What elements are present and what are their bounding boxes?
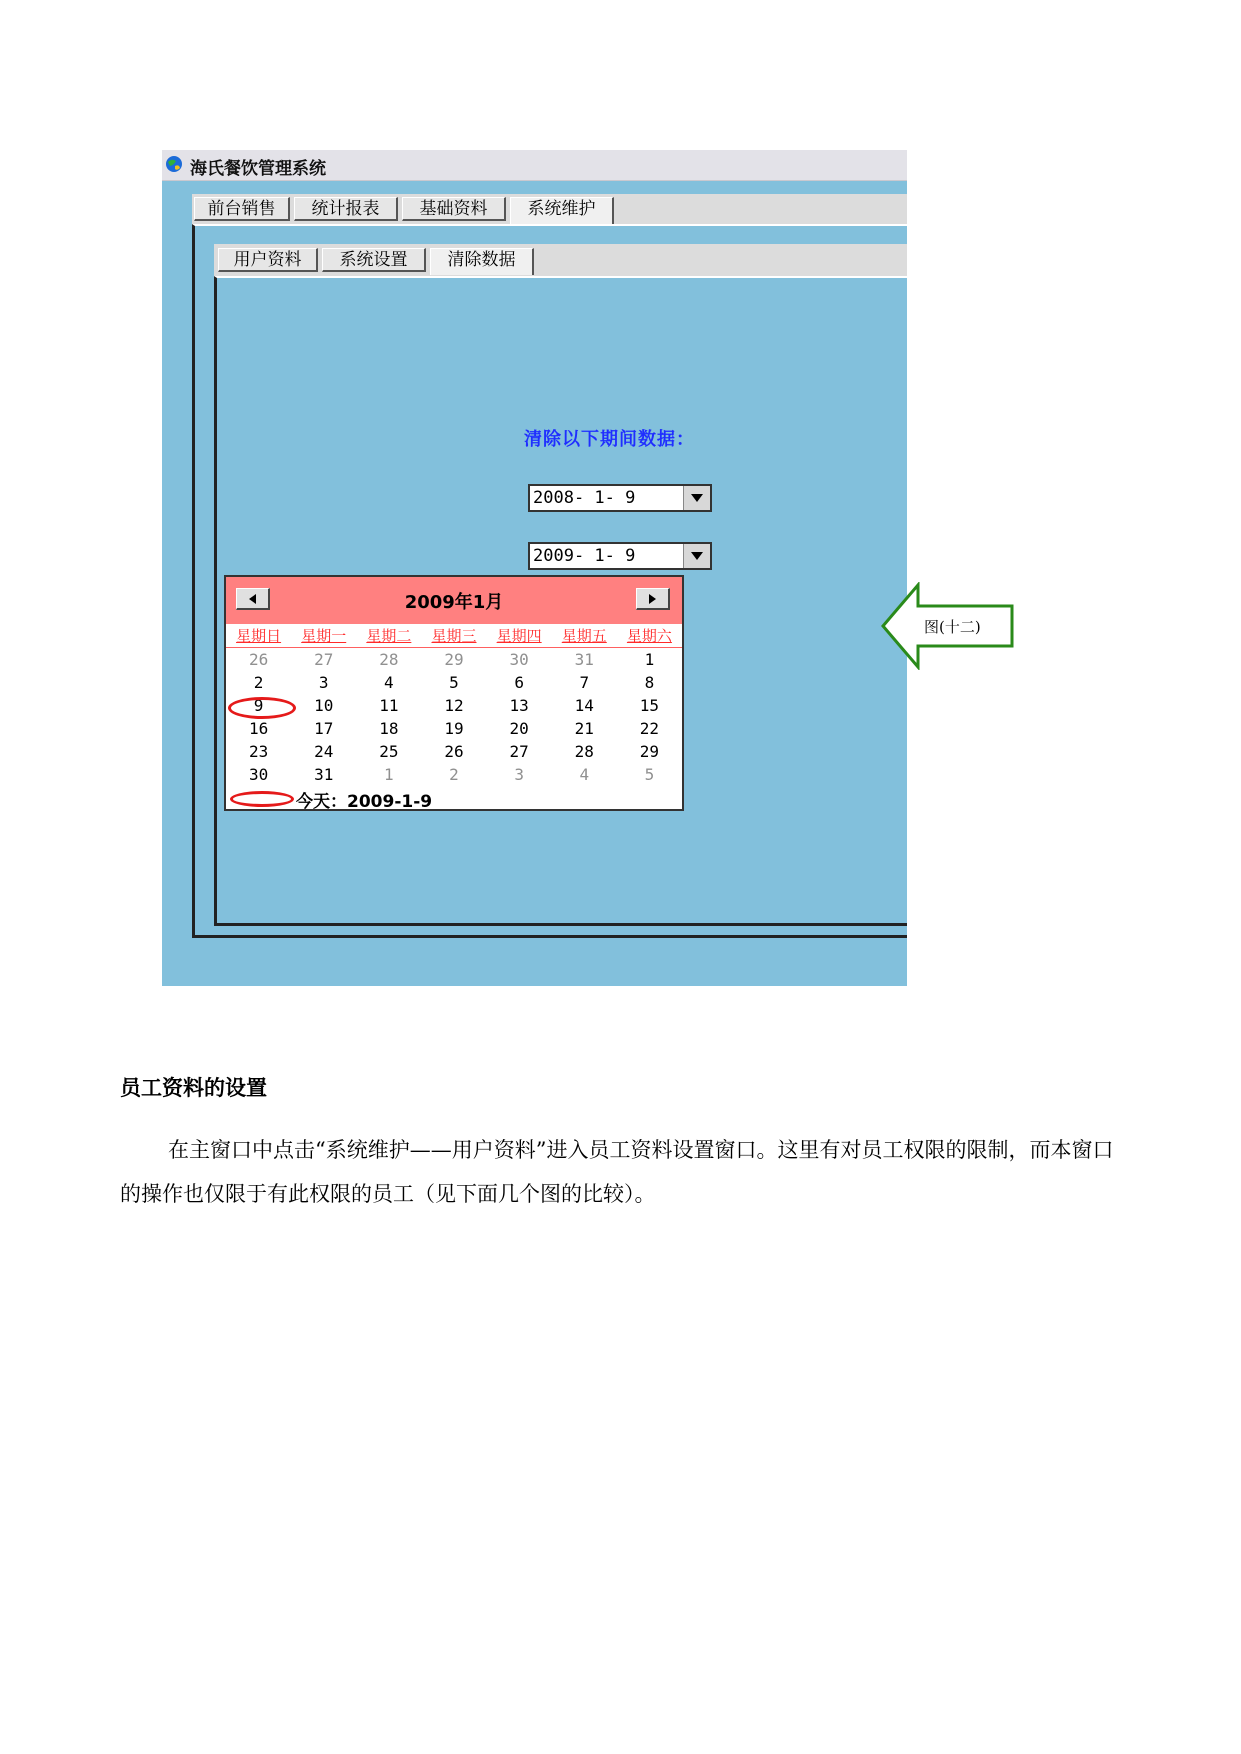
calendar-day[interactable]: 29 [639,742,660,761]
calendar-day[interactable]: 16 [248,719,269,738]
calendar-day[interactable]: 14 [574,696,594,715]
calendar-day[interactable]: 19 [444,719,464,738]
tab-reports[interactable]: 统计报表 [294,197,398,221]
tab-base-data[interactable]: 基础资料 [402,197,506,221]
section-heading: 员工资料的设置 [120,1075,267,1100]
calendar-day[interactable]: 17 [314,719,334,738]
app-screenshot [162,150,907,986]
body-paragraph: 在主窗口中点击“系统维护——用户资料”进入员工资料设置窗口。这里有对员工权限的限制，而本窗口的操作也仅限于有此权限的员工（见下面几个图的比较）。 [120,1138,1114,1206]
calendar-footer [226,787,682,812]
window-title: 海氏餐饮管理系统 [190,159,326,179]
calendar-week-row [226,648,682,671]
tab-system-settings[interactable]: 系统设置 [322,248,426,272]
calendar-day[interactable]: 22 [639,719,660,738]
chevron-down-icon [691,552,703,560]
calendar-day[interactable]: 3 [318,673,329,692]
calendar-week-row [226,740,682,763]
end-date-picker[interactable] [528,542,712,570]
tab-front-sales[interactable]: 前台销售 [194,197,290,221]
clear-period-label: 清除以下期间数据： [524,429,695,450]
weekday-label: 星期六 [626,627,672,645]
calendar-day[interactable]: 8 [644,673,655,692]
calendar-day[interactable]: 25 [379,742,399,761]
calendar-day[interactable]: 27 [509,742,529,761]
calendar-day[interactable]: 3 [514,765,524,784]
calendar-day[interactable]: 1 [384,765,394,784]
calendar-day[interactable]: 29 [444,650,464,669]
calendar-day[interactable]: 2 [253,673,264,692]
calendar-day[interactable]: 20 [509,719,529,738]
title-bar [162,150,907,181]
calendar-dropdown [224,575,684,811]
calendar-day[interactable]: 6 [514,673,524,692]
calendar-week-row [226,763,682,786]
calendar-day[interactable]: 11 [379,696,399,715]
calendar-day[interactable]: 10 [314,696,334,715]
start-date-picker[interactable] [528,484,712,512]
globe-icon [164,154,184,174]
calendar-day[interactable]: 1 [644,650,655,669]
today-link[interactable]: 今天：2009-1-9 [296,792,433,812]
calendar-day[interactable]: 23 [248,742,269,761]
calendar-day[interactable]: 5 [449,673,459,692]
weekday-label: 星期一 [301,627,347,645]
weekday-label: 星期二 [366,627,412,645]
calendar-day[interactable]: 24 [314,742,334,761]
calendar-day[interactable]: 21 [574,719,594,738]
tab-user-data[interactable]: 用户资料 [218,248,318,272]
figure-label: 图(十二) [924,618,981,636]
calendar-week-row [226,671,682,694]
calendar-day[interactable]: 4 [384,673,394,692]
calendar-day[interactable]: 13 [509,696,529,715]
calendar-day-grid [226,648,682,786]
calendar-day[interactable]: 9 [226,694,291,717]
end-date-dropdown-button[interactable] [683,544,710,568]
tab-clear-data[interactable]: 清除数据 [430,248,534,275]
weekday-label: 星期五 [561,627,607,645]
calendar-day[interactable]: 7 [579,673,590,692]
calendar-weekdays [226,625,682,648]
weekday-label: 星期四 [496,627,542,645]
calendar-day[interactable]: 2 [449,765,459,784]
calendar-day[interactable]: 30 [248,765,269,784]
arrow-left-icon [249,594,256,604]
calendar-day[interactable]: 15 [639,696,660,715]
calendar-header [226,577,682,624]
next-month-button[interactable] [636,588,670,610]
calendar-day[interactable]: 26 [444,742,464,761]
main-tabstrip [192,194,907,224]
calendar-day[interactable]: 12 [444,696,464,715]
prev-month-button[interactable] [236,588,270,610]
weekday-label: 星期日 [236,627,282,645]
calendar-month-title: 2009年1月 [404,592,504,613]
calendar-day[interactable]: 5 [644,765,655,784]
calendar-week-row [226,694,682,717]
weekday-label: 星期三 [431,627,477,645]
start-date-dropdown-button[interactable] [683,486,710,510]
calendar-day[interactable]: 28 [574,742,594,761]
tab-system-maintenance[interactable]: 系统维护 [510,197,614,224]
calendar-day[interactable]: 18 [379,719,399,738]
sub-tabstrip [214,244,907,276]
end-date-value: 2009- 1- 9 [533,546,636,566]
calendar-day[interactable]: 30 [509,650,529,669]
calendar-day[interactable]: 26 [248,650,269,669]
calendar-day[interactable]: 4 [579,765,590,784]
calendar-day[interactable]: 28 [379,650,399,669]
chevron-down-icon [691,494,703,502]
start-date-value: 2008- 1- 9 [533,488,636,508]
calendar-day[interactable]: 31 [314,765,334,784]
today-marker-icon [230,791,294,807]
arrow-right-icon [649,594,656,604]
calendar-day[interactable]: 27 [314,650,334,669]
calendar-week-row [226,717,682,740]
calendar-day[interactable]: 31 [574,650,594,669]
